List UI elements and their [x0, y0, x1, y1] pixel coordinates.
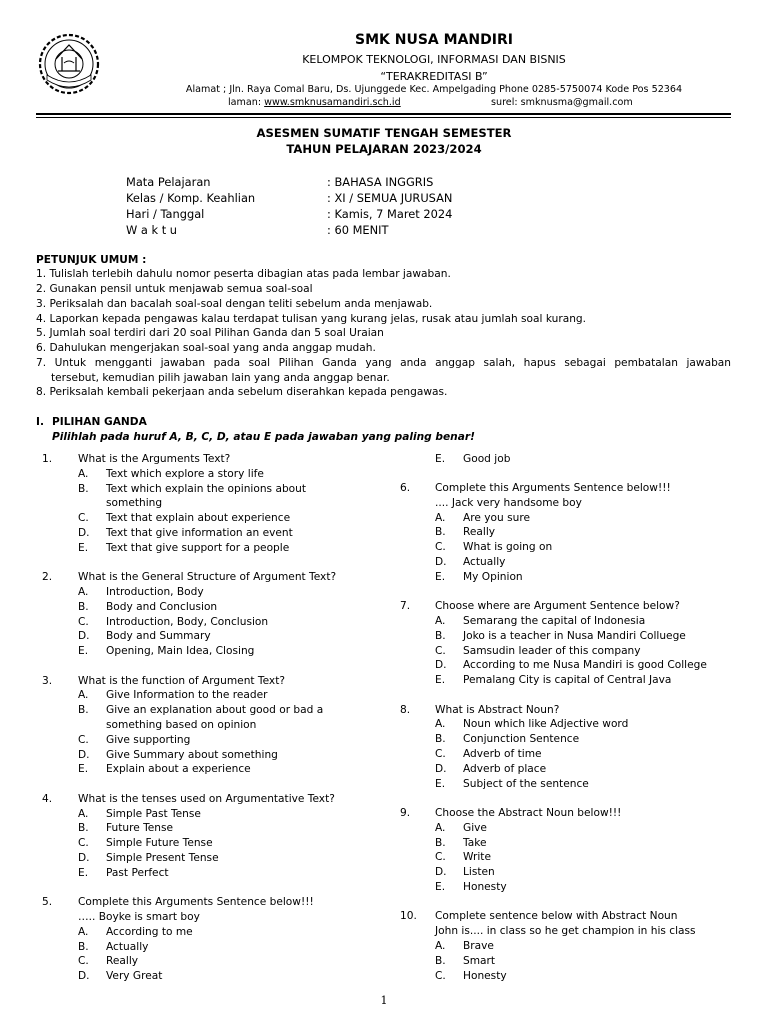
- option-letter: C.: [78, 615, 89, 628]
- option-text[interactable]: Introduction, Body, Conclusion: [106, 615, 269, 628]
- section-instruction: Pilihlah pada huruf A, B, C, D, atau E pada jawaban yang paling benar!: [52, 431, 475, 443]
- option-letter: C.: [435, 969, 446, 982]
- instruction-item: 6. Dahulukan mengerjakan soal-soal yang anda anggap mudah.: [36, 342, 376, 354]
- option-letter: D.: [435, 866, 447, 879]
- option-letter: B.: [78, 940, 89, 953]
- option-text[interactable]: Subject of the sentence: [463, 777, 589, 790]
- info-label: W a k t u: [126, 223, 178, 237]
- option-letter: A.: [435, 821, 446, 834]
- option-text[interactable]: Simple Future Tense: [106, 837, 213, 850]
- website-label: laman:: [228, 97, 265, 108]
- department-name: KELOMPOK TEKNOLOGI, INFORMASI DAN BISNIS: [302, 53, 566, 66]
- option-letter: A.: [78, 925, 89, 938]
- option-text[interactable]: Introduction, Body: [106, 586, 204, 598]
- option-letter: A.: [78, 586, 89, 598]
- option-letter: B.: [435, 733, 446, 746]
- school-website: [228, 97, 401, 108]
- question-text: Choose the Abstract Noun below!!!: [435, 807, 622, 819]
- option-text[interactable]: Opening, Main Idea, Closing: [106, 645, 255, 658]
- option-letter: A.: [435, 511, 446, 524]
- question-number: 1.: [42, 453, 53, 465]
- option-letter: E.: [435, 674, 446, 687]
- option-letter: B.: [435, 526, 446, 539]
- option-letter: C.: [435, 851, 446, 864]
- instruction-item: 4. Laporkan kepada pengawas kalau terdapat tulisan yang kurang jelas, rusak atau jumlah soal kurang.: [36, 313, 587, 325]
- instruction-item-continued: tersebut, kemudian pilih jawaban lain yang anda anggap benar.: [51, 372, 390, 384]
- option-letter: C.: [435, 541, 446, 554]
- option-letter: C.: [435, 748, 446, 760]
- question-text: What is the Arguments Text?: [78, 453, 231, 465]
- option-text[interactable]: Actually: [463, 556, 506, 568]
- info-label: Hari / Tanggal: [126, 207, 205, 221]
- instruction-item: 8. Periksalah kembali pekerjaan anda sebelum diserahkan kepada pengawas.: [36, 386, 448, 398]
- info-value: : 60 MENIT: [327, 223, 389, 237]
- option-text[interactable]: something based on opinion: [106, 719, 257, 731]
- section-number: I.: [36, 416, 44, 428]
- option-text[interactable]: Semarang the capital of Indonesia: [463, 615, 646, 627]
- question-number: 9.: [400, 807, 411, 819]
- option-letter: B.: [435, 836, 446, 849]
- option-letter: A.: [78, 689, 89, 702]
- option-text[interactable]: What is going on: [463, 541, 553, 554]
- option-text[interactable]: Brave: [463, 940, 494, 952]
- option-letter: E.: [78, 763, 89, 776]
- option-letter: A.: [435, 615, 446, 627]
- option-text[interactable]: Very Great: [106, 970, 163, 983]
- instruction-item: 2. Gunakan pensil untuk menjawab semua soal-soal: [36, 283, 313, 295]
- question-text: ….. Boyke is smart boy: [78, 911, 200, 923]
- option-text[interactable]: Good job: [463, 453, 511, 465]
- option-text[interactable]: Smart: [463, 954, 496, 967]
- option-text[interactable]: Body and Conclusion: [106, 600, 218, 613]
- option-letter: A.: [435, 940, 446, 952]
- option-letter: E.: [78, 541, 89, 554]
- option-letter: D.: [78, 527, 90, 539]
- option-letter: B.: [78, 482, 89, 495]
- option-text[interactable]: Adverb of place: [463, 762, 547, 775]
- school-name: SMK NUSA MANDIRI: [355, 32, 513, 48]
- instructions-heading: PETUNJUK UMUM :: [36, 254, 147, 266]
- option-letter: A.: [78, 807, 89, 820]
- option-text[interactable]: Simple Past Tense: [106, 807, 201, 820]
- option-text[interactable]: According to me: [106, 925, 193, 938]
- header-divider-thick: [36, 113, 731, 115]
- question-text: Complete this Arguments Sentence below!!!: [435, 482, 671, 494]
- option-text[interactable]: Really: [463, 526, 496, 539]
- question-number: 2.: [42, 571, 53, 584]
- page-number: 1: [380, 994, 388, 1007]
- option-text[interactable]: Actually: [106, 940, 149, 953]
- option-letter: D.: [78, 630, 90, 643]
- question-number: 5.: [42, 896, 53, 909]
- option-text[interactable]: Listen: [463, 866, 495, 879]
- info-label: Kelas / Komp. Keahlian: [126, 191, 256, 205]
- option-text[interactable]: Really: [106, 955, 139, 968]
- option-text[interactable]: According to me Nusa Mandiri is good College: [463, 659, 707, 672]
- instruction-item: 7. Untuk mengganti jawaban pada soal Pilihan Ganda yang anda anggap salah, hapus sebagai pembatalan jawaban: [36, 357, 731, 369]
- option-letter: E.: [78, 866, 89, 879]
- school-address: Alamat ; Jln. Raya Comal Baru, Ds. Ujunggede Kec. Ampelgading Phone 0285-5750074 Kode Pos 52364: [185, 84, 683, 95]
- option-text[interactable]: Samsudin leader of this company: [463, 644, 641, 657]
- option-letter: C.: [78, 512, 89, 525]
- option-text[interactable]: Give Summary about something: [106, 748, 278, 761]
- option-letter: B.: [78, 822, 89, 835]
- option-letter: E.: [435, 570, 446, 583]
- option-letter: E.: [435, 453, 446, 465]
- question-text: What is Abstract Noun?: [435, 703, 560, 716]
- section-title: PILIHAN GANDA: [52, 416, 147, 428]
- option-letter: D.: [435, 762, 447, 775]
- option-text[interactable]: Adverb of time: [463, 748, 542, 760]
- instruction-item: 3. Periksalah dan bacalah soal-soal dengan teliti sebelum anda menjawab.: [36, 298, 433, 310]
- question-text: Complete this Arguments Sentence below!!!: [78, 896, 314, 909]
- option-letter: E.: [435, 777, 446, 790]
- option-letter: B.: [435, 629, 446, 642]
- question-text: What is the General Structure of Argument Text?: [78, 571, 337, 584]
- option-letter: C.: [78, 733, 89, 746]
- option-letter: D.: [78, 748, 90, 761]
- question-text: John is.... in class so he get champion in his class: [435, 925, 696, 938]
- option-letter: D.: [435, 556, 447, 568]
- question-text: What is the tenses used on Argumentative Text?: [78, 792, 335, 805]
- option-text[interactable]: Text that give information an event: [106, 527, 293, 539]
- option-text[interactable]: Honesty: [463, 969, 507, 982]
- option-text[interactable]: Noun which like Adjective word: [463, 718, 629, 731]
- question-number: 3.: [42, 674, 53, 687]
- option-letter: C.: [435, 644, 446, 657]
- option-text[interactable]: something: [106, 497, 163, 510]
- info-value: : BAHASA INGGRIS: [327, 175, 434, 189]
- instruction-item: 5. Jumlah soal terdiri dari 20 soal Pilihan Ganda dan 5 soal Uraian: [36, 327, 384, 339]
- header-divider-thin: [36, 117, 731, 118]
- question-number: 6.: [400, 482, 411, 494]
- option-text[interactable]: Simple Present Tense: [106, 852, 219, 864]
- info-value: : XI / SEMUA JURUSAN: [327, 191, 453, 205]
- question-text: Choose where are Argument Sentence below?: [435, 600, 680, 613]
- option-letter: E.: [435, 881, 446, 893]
- option-text[interactable]: Text that explain about experience: [106, 512, 291, 525]
- option-letter: D.: [78, 852, 90, 864]
- option-text[interactable]: Conjunction Sentence: [463, 733, 580, 746]
- option-text[interactable]: Past Perfect: [106, 866, 169, 879]
- exam-title: ASESMEN SUMATIF TENGAH SEMESTER: [256, 126, 512, 140]
- option-text[interactable]: Text which explain the opinions about: [106, 482, 307, 495]
- option-text[interactable]: Body and Summary: [106, 630, 211, 643]
- option-text[interactable]: Give Information to the reader: [106, 689, 268, 702]
- option-text[interactable]: Joko is a teacher in Nusa Mandiri Colluege: [463, 629, 686, 642]
- option-letter: E.: [78, 645, 89, 658]
- accreditation-label: “TERAKREDITASI B”: [380, 70, 488, 83]
- option-text[interactable]: Take: [463, 836, 487, 849]
- option-text[interactable]: Text that give support for a people: [106, 541, 290, 554]
- option-text[interactable]: Give an explanation about good or bad a: [106, 704, 324, 717]
- info-value: : Kamis, 7 Maret 2024: [327, 207, 453, 221]
- option-text[interactable]: Pemalang City is capital of Central Java: [463, 674, 672, 687]
- option-letter: C.: [78, 955, 89, 968]
- option-letter: D.: [78, 970, 90, 983]
- option-text[interactable]: Give supporting: [106, 733, 191, 746]
- option-letter: A.: [78, 467, 89, 480]
- option-text[interactable]: Write: [463, 851, 491, 864]
- option-letter: B.: [435, 954, 446, 967]
- question-number: 7.: [400, 600, 411, 613]
- option-letter: B.: [78, 704, 89, 717]
- option-text[interactable]: Explain about a experience: [106, 763, 251, 776]
- option-text[interactable]: Future Tense: [106, 822, 174, 835]
- question-text: What is the function of Argument Text?: [78, 674, 285, 687]
- option-text[interactable]: Honesty: [463, 881, 507, 893]
- option-text[interactable]: Text which explore a story life: [106, 467, 264, 480]
- question-text: .... Jack very handsome boy: [435, 496, 582, 509]
- website-link[interactable]: www.smknusamandiri.sch.id: [264, 97, 401, 108]
- option-letter: A.: [435, 718, 446, 731]
- exam-year: TAHUN PELAJARAN 2023/2024: [286, 142, 482, 156]
- school-logo: [38, 33, 100, 95]
- info-label: Mata Pelajaran: [126, 175, 211, 189]
- option-text[interactable]: Give: [463, 821, 487, 834]
- option-letter: C.: [78, 837, 89, 850]
- question-number: 10.: [400, 910, 417, 923]
- option-text[interactable]: My Opinion: [463, 570, 523, 583]
- question-number: 8.: [400, 703, 411, 716]
- question-number: 4.: [42, 792, 53, 805]
- school-email: surel: smknusma@gmail.com: [491, 97, 633, 108]
- option-letter: D.: [435, 659, 447, 672]
- question-text: Complete sentence below with Abstract Noun: [435, 910, 678, 923]
- instruction-item: 1. Tulislah terlebih dahulu nomor peserta dibagian atas pada lembar jawaban.: [36, 268, 451, 280]
- option-text[interactable]: Are you sure: [463, 511, 530, 524]
- option-letter: B.: [78, 600, 89, 613]
